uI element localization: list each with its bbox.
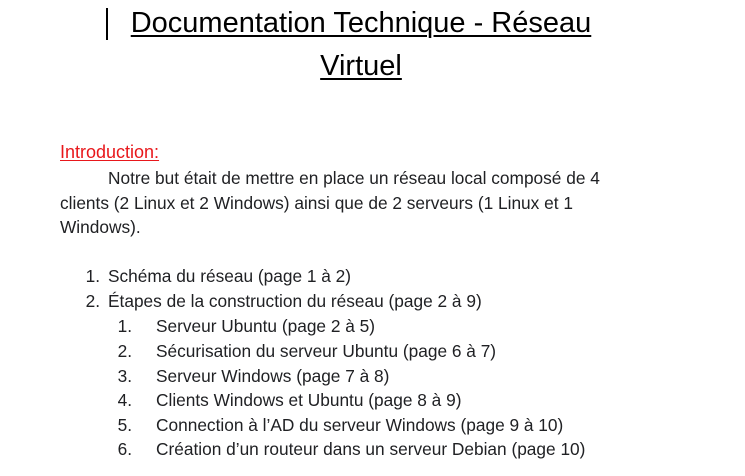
intro-paragraph-line xyxy=(60,166,660,191)
subtoc-item-text: Sécurisation du serveur Ubuntu (page 6 à 7) xyxy=(156,341,497,361)
document-title-line-1: Documentation Technique - Réseau xyxy=(130,7,592,39)
toc-item-text: Schéma du réseau (page 1 à 2) xyxy=(108,266,352,286)
toc-item-text: Étapes de la construction du réseau (page 2 à 9) xyxy=(108,291,482,311)
subtoc-item-number: 1. xyxy=(117,316,132,336)
subtoc-item-text: Connection à l’AD du serveur Windows (page 9 à 10) xyxy=(156,415,564,435)
intro-paragraph xyxy=(60,166,660,240)
subtoc-item-number: 5. xyxy=(117,415,132,435)
toc-item-number: 2. xyxy=(85,291,100,311)
subtoc-item-text: Création d’un routeur dans un serveur Debian (page 10) xyxy=(156,439,586,459)
intro-heading: Introduction: xyxy=(60,142,160,162)
subtoc-item-text: Clients Windows et Ubuntu (page 8 à 9) xyxy=(156,390,462,410)
subtoc-item-number: 3. xyxy=(117,366,132,386)
intro-paragraph-line: clients (2 Linux et 2 Windows) ainsi que de 2 serveurs (1 Linux et 1 xyxy=(60,192,573,213)
document-title-line-2: Virtuel xyxy=(320,50,402,82)
toc-item-number: 1. xyxy=(85,266,100,286)
subtoc-item-number: 6. xyxy=(117,439,132,459)
intro-paragraph-line: Windows). xyxy=(60,217,141,237)
intro-paragraph-text: Notre but était de mettre en place un réseau local composé de 4 xyxy=(108,168,600,188)
subtoc-item-number: 4. xyxy=(117,390,132,410)
subtoc-item-text: Serveur Ubuntu (page 2 à 5) xyxy=(156,316,376,336)
subtoc-item-text: Serveur Windows (page 7 à 8) xyxy=(156,366,390,386)
text-cursor xyxy=(106,8,108,40)
subtoc-item-number: 2. xyxy=(117,341,132,361)
